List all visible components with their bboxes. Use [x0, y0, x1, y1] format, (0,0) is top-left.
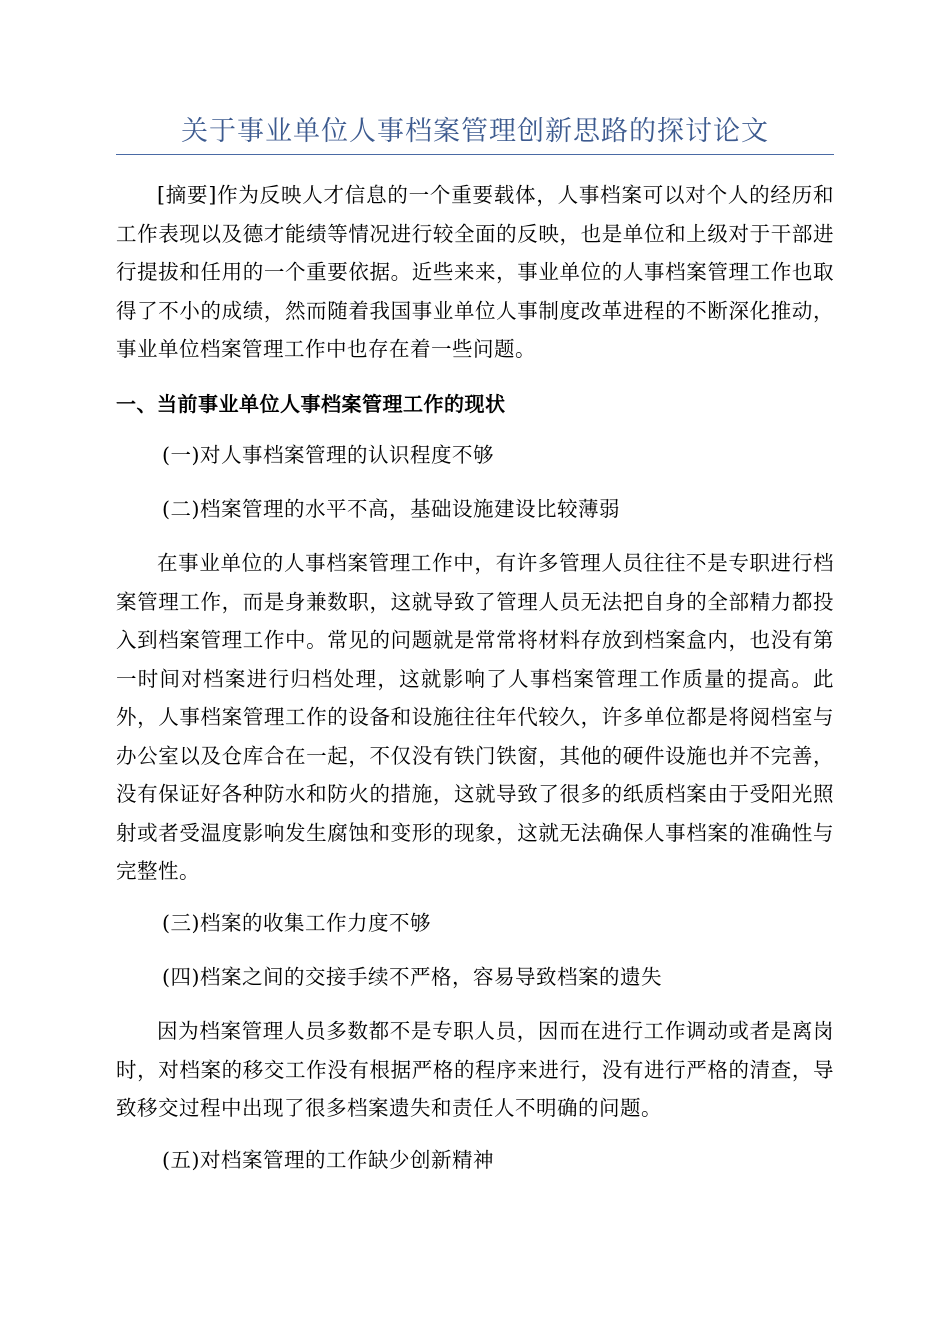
title-underline [116, 154, 834, 155]
document-title: 关于事业单位人事档案管理创新思路的探讨论文 [181, 116, 769, 147]
abstract-paragraph: [摘要]作为反映人才信息的一个重要载体，人事档案可以对个人的经历和工作表现以及德才能绩等情况进行较全面的反映，也是单位和上级对于干部进行提拔和任用的一个重要依据。近些来来，事业单位的人事档案管理工作也取得了不小的成绩，然而随着我国事业单位人事制度改革进程的不断深化推动，事业单位档案管理工作中也存在着一些问题。 [116, 183, 834, 361]
subsection-heading-2: (二)档案管理的水平不高，基础设施建设比较薄弱 [162, 497, 620, 521]
subsection-heading-4: (四)档案之间的交接手续不严格，容易导致档案的遗失 [162, 965, 662, 989]
body-paragraph-handover: 因为档案管理人员多数都不是专职人员，因而在进行工作调动或者是离岗时，对档案的移交工作没有根据严格的程序来进行，没有进行严格的清查，导致移交过程中出现了很多档案遗失和责任人不明确的问题。 [116, 1019, 834, 1120]
body-paragraph-facilities: 在事业单位的人事档案管理工作中，有许多管理人员往往不是专职进行档案管理工作，而是身兼数职，这就导致了管理人员无法把自身的全部精力都投入到档案管理工作中。常见的问题就是常常将材料存放到档案盒内，也没有第一时间对档案进行归档处理，这就影响了人事档案管理工作质量的提高。此外，人事档案管理工作的设备和设施往往年代较久，许多单位都是将阅档室与办公室以及仓库合在一起，不仅没有铁门铁窗，其他的硬件设施也并不完善，没有保证好各种防水和防火的措施，这就导致了很多的纸质档案由于受阳光照射或者受温度影响发生腐蚀和变形的现象，这就无法确保人事档案的准确性与完整性。 [116, 551, 834, 883]
subsection-heading-3: (三)档案的收集工作力度不够 [162, 911, 431, 935]
section-heading: 一、当前事业单位人事档案管理工作的现状 [116, 392, 506, 416]
subsection-heading-1: (一)对人事档案管理的认识程度不够 [162, 443, 494, 467]
subsection-heading-5: (五)对档案管理的工作缺少创新精神 [162, 1148, 494, 1172]
